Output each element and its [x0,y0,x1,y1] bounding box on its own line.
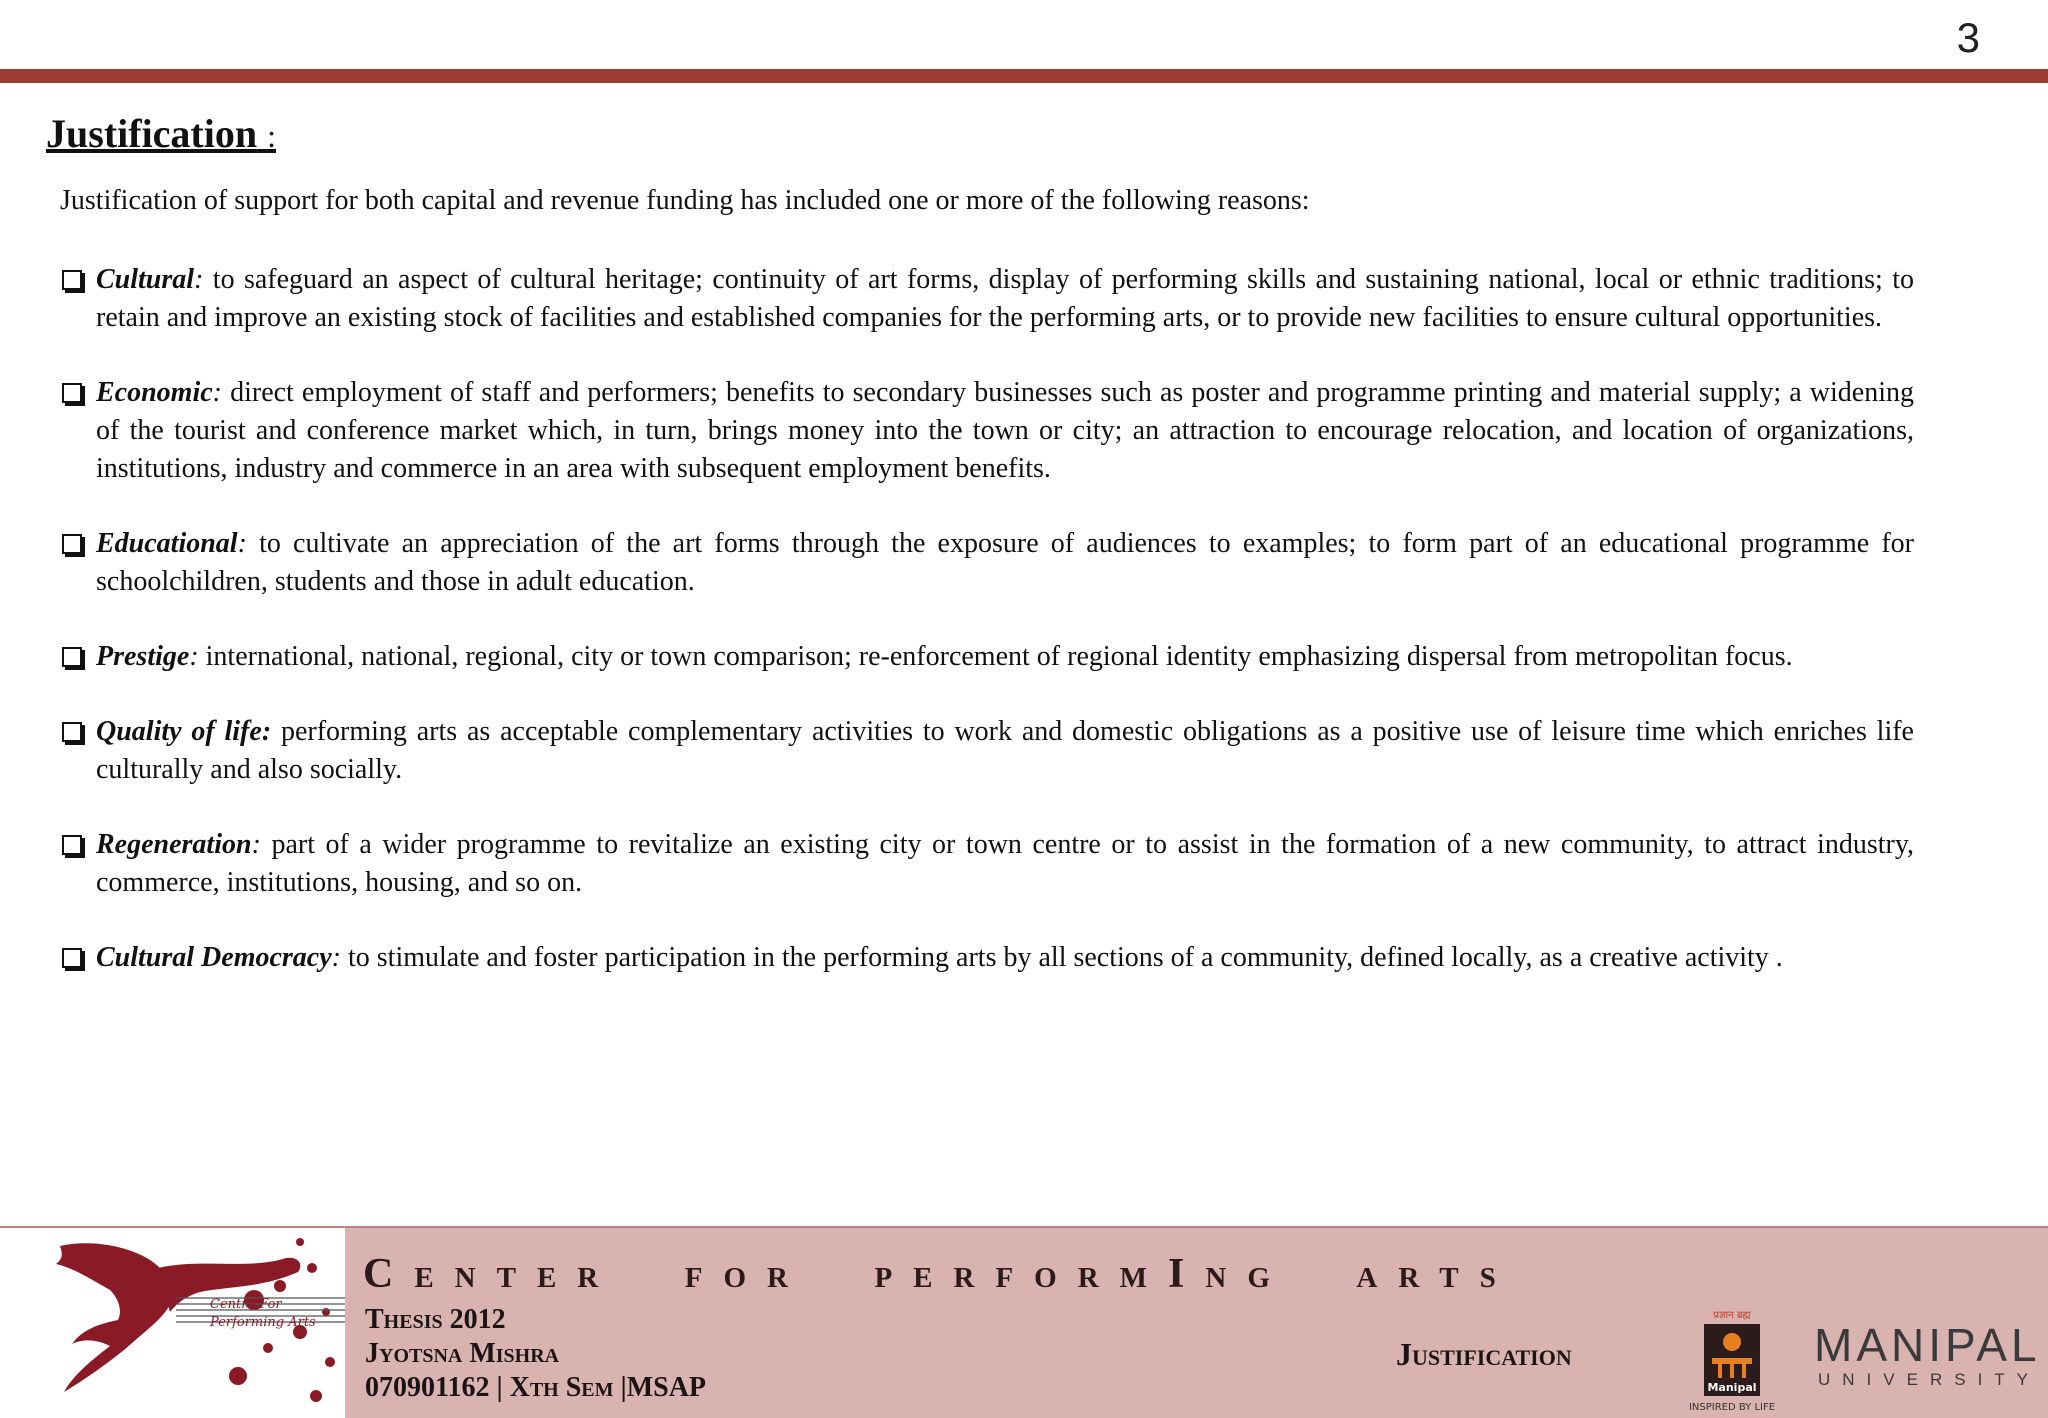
reason-sep: : [251,829,261,860]
reason-text: performing arts as acceptable complementary activities to work and domestic obligations as a positive use of leisure time which enriches life culturally and also socially. [96,716,1914,785]
reason-text: to safeguard an aspect of cultural heritage; continuity of art forms, display of performing skills and sustaining national, local or ethnic traditions; to retain and improve an existing stock of facilities and established companies for the performing arts, or to provide new facilities to ensure cultural opportunities. [96,264,1914,333]
reason-term: Cultural [96,264,195,295]
checkbox-bullet-icon [62,383,82,403]
reason-text: international, national, regional, city or town comparison; re-enforcement of regional identity emphasizing dispersal from metropolitan focus. [198,641,1793,672]
reason-term: Educational [96,528,238,559]
thesis-year: Thesis 2012 [365,1304,506,1335]
section-label: Justification [1396,1336,1572,1372]
intro-paragraph: Justification of support for both capital and revenue funding has included one or more of the following reasons: [60,185,1310,216]
reason-text: to stimulate and foster participation in the performing arts by all sections of a community, defined locally, as a creative activity . [341,942,1783,973]
svg-text:प्रज्ञान ब्रह्म: प्रज्ञान ब्रह्म [1713,1310,1751,1321]
reason-sep: : [194,264,204,295]
reason-educational [60,525,1914,601]
reason-regeneration [60,826,1914,902]
reason-sep: : [212,377,222,408]
checkbox-bullet-icon [62,534,82,554]
manipal-emblem-logo [1672,1306,1792,1416]
reason-economic [60,374,1914,488]
page-title [46,110,276,157]
reason-term: Regeneration [96,829,252,860]
checkbox-bullet-icon [62,835,82,855]
reason-sep: : [189,641,199,672]
reason-sep: : [237,528,247,559]
svg-text:Centre For: Centre For [210,1297,282,1312]
project-title: Center for performIng arts [363,1251,1517,1297]
reason-term: Economic [96,377,213,408]
reason-text: to cultivate an appreciation of the art forms through the exposure of audiences to examples; to form part of an educational programme for schoolchildren, students and those in adult education. [96,528,1914,597]
checkbox-bullet-icon [62,647,82,667]
dancer-splash-logo [0,1228,345,1418]
university-word: UNIVERSITY [1818,1370,2041,1389]
student-details: 070901162 | Xth Sem |MSAP [365,1372,707,1403]
header-rule [0,69,2048,83]
reason-term: Cultural Democracy [96,942,332,973]
university-name: MANIPAL [1814,1319,2041,1371]
reason-text: part of a wider programme to revitalize an existing city or town centre or to assist in the formation of a new community, to attract industry, commerce, institutions, housing, and so on. [96,829,1914,898]
reason-prestige [60,638,1914,676]
checkbox-bullet-icon [62,948,82,968]
svg-text:Performing Arts: Performing Arts [210,1315,316,1330]
page-title-colon: : [267,118,277,154]
checkbox-bullet-icon [62,270,82,290]
page-title-text: Justification [46,111,258,156]
reason-text: direct employment of staff and performers; benefits to secondary businesses such as poster and programme printing and material supply; a widening of the tourist and conference market which, in turn, brings money into the town or city; an attraction to encourage relocation, and location of organizations, institutions, industry and commerce in an area with subsequent employment benefits. [96,377,1914,484]
reasons-list [60,261,1914,1014]
reason-term: Prestige [96,641,190,672]
reason-cultural-democracy [60,939,1914,977]
footer-banner [0,1226,2048,1418]
reason-sep: : [331,942,341,973]
svg-text:INSPIRED BY LIFE: INSPIRED BY LIFE [1688,1402,1776,1413]
checkbox-bullet-icon [62,722,82,742]
reason-quality-of-life [60,713,1914,789]
author-name: Jyotsna Mishra [365,1338,560,1369]
reason-cultural [60,261,1914,337]
svg-text:Manipal: Manipal [1707,1381,1757,1394]
page-number: 3 [1956,14,1980,61]
reason-term: Quality of life: [96,716,272,747]
